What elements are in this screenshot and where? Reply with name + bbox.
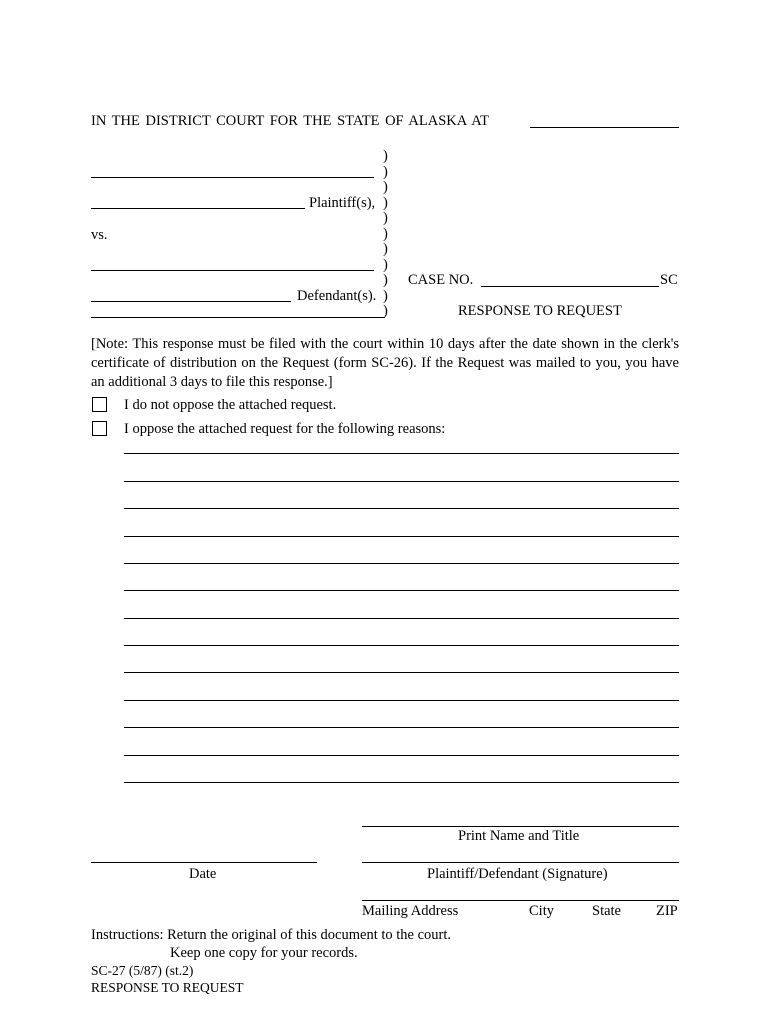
caption-paren: ) [383,164,388,180]
case-no-label: CASE NO. [408,272,474,288]
plaintiff-name-line-1[interactable] [91,177,374,178]
oppose-label: I oppose the attached request for the following reasons: [124,421,446,437]
caption-paren: ) [383,210,388,226]
caption-paren: ) [383,195,388,211]
plaintiff-label: Plaintiff(s), [309,195,376,211]
state-label: State [592,903,621,919]
document-title: RESPONSE TO REQUEST [458,303,622,319]
case-no-suffix: SC [660,272,678,288]
date-field[interactable] [91,862,317,863]
defendant-name-line-2[interactable] [91,301,291,302]
caption-paren: ) [383,241,388,257]
vs-label: vs. [91,227,108,243]
print-name-label: Print Name and Title [458,828,580,844]
zip-label: ZIP [656,903,678,919]
reason-line[interactable] [124,727,679,728]
caption-paren: ) [383,288,388,304]
caption-paren: ) [383,303,388,319]
signature-label: Plaintiff/Defendant (Signature) [427,866,608,882]
print-name-field[interactable] [362,826,679,827]
form-title: RESPONSE TO REQUEST [91,980,244,995]
defendant-name-line-1[interactable] [91,270,374,271]
reason-line[interactable] [124,508,679,509]
reason-line[interactable] [124,563,679,564]
reason-line[interactable] [124,782,679,783]
reason-line[interactable] [124,481,679,482]
reason-line[interactable] [124,453,679,454]
caption-paren: ) [383,226,388,242]
reason-line[interactable] [124,618,679,619]
caption-paren: ) [383,257,388,273]
court-location-field[interactable] [530,127,679,128]
plaintiff-name-line-2[interactable] [91,208,305,209]
not-oppose-label: I do not oppose the attached request. [124,397,337,413]
reason-line[interactable] [124,590,679,591]
case-no-field[interactable] [481,286,659,287]
address-field[interactable] [362,900,679,901]
caption-paren: ) [383,272,388,288]
date-label: Date [189,866,217,882]
reason-line[interactable] [124,645,679,646]
caption-bottom-line [91,317,385,318]
signature-field[interactable] [362,862,679,863]
defendant-label: Defendant(s). [297,288,377,304]
form-number: SC-27 (5/87) (st.2) [91,963,194,978]
mailing-address-label: Mailing Address [362,903,459,919]
filing-note: [Note: This response must be filed with the court within 10 days after the date shown in the clerk's certificate of distribution on the Request (form SC-26). If the Request was mailed to you, you have an additional 3 days to file this response.] [91,336,679,390]
instructions-line-1: Instructions: Return the original of this document to the court. [91,927,452,943]
caption-paren: ) [383,148,388,164]
reason-line[interactable] [124,672,679,673]
court-title: IN THE DISTRICT COURT FOR THE STATE OF ALASKA AT [91,113,489,129]
oppose-checkbox[interactable] [92,421,107,436]
city-label: City [529,903,554,919]
instructions-line-2: Keep one copy for your records. [170,945,358,961]
not-oppose-checkbox[interactable] [92,397,107,412]
reason-line[interactable] [124,536,679,537]
reason-line[interactable] [124,700,679,701]
reason-line[interactable] [124,755,679,756]
caption-paren: ) [383,179,388,195]
